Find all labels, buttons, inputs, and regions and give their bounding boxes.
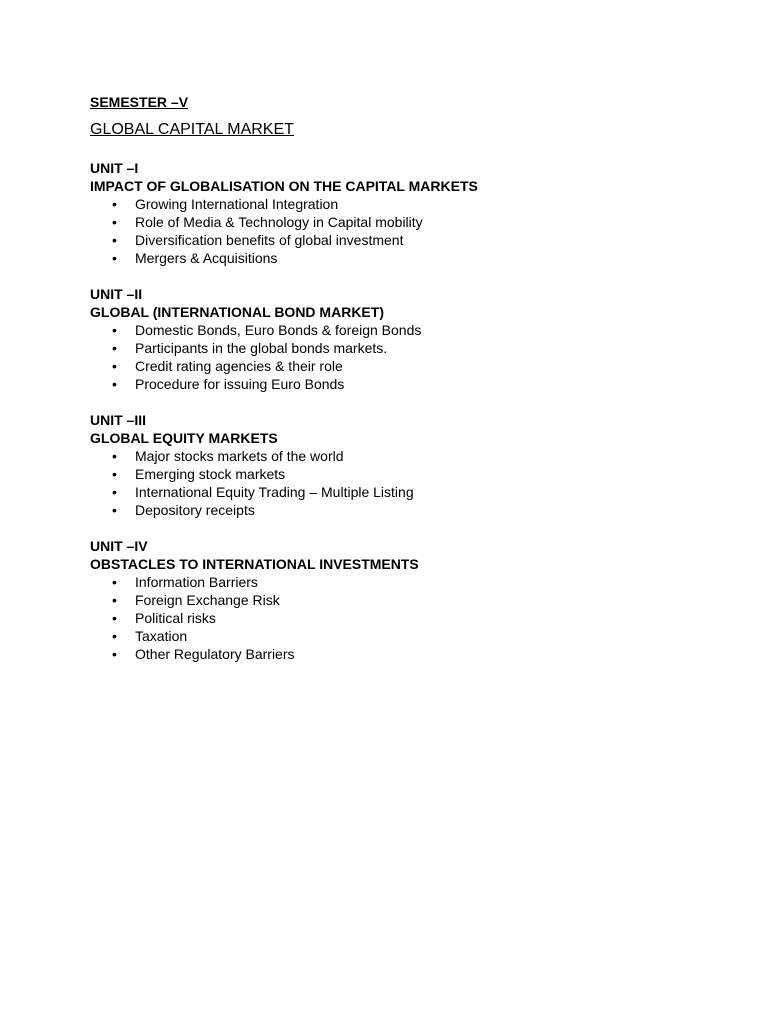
topic-item xyxy=(90,627,690,645)
topic-item xyxy=(90,591,690,609)
topic-text: Participants in the global bonds markets. xyxy=(135,340,388,356)
bullet-icon: • xyxy=(112,340,117,356)
bullet-icon: • xyxy=(112,376,117,392)
unit-label: UNIT –I xyxy=(90,160,139,176)
unit-label: UNIT –II xyxy=(90,286,143,302)
syllabus-content xyxy=(90,93,690,663)
topic-item xyxy=(90,609,690,627)
unit-label: UNIT –III xyxy=(90,412,147,428)
topic-item xyxy=(90,213,690,231)
bullet-icon: • xyxy=(112,592,117,608)
topic-item xyxy=(90,321,690,339)
bullet-icon: • xyxy=(112,358,117,374)
bullet-icon: • xyxy=(112,574,117,590)
bullet-icon: • xyxy=(112,232,117,248)
unit-heading: GLOBAL (INTERNATIONAL BOND MARKET) xyxy=(90,304,384,320)
unit-label: UNIT –IV xyxy=(90,538,148,554)
topic-item xyxy=(90,357,690,375)
unit-3 xyxy=(90,411,690,519)
unit-heading: OBSTACLES TO INTERNATIONAL INVESTMENTS xyxy=(90,556,419,572)
topic-text: Credit rating agencies & their role xyxy=(135,358,343,374)
topic-item xyxy=(90,231,690,249)
topic-item xyxy=(90,447,690,465)
bullet-icon: • xyxy=(112,322,117,338)
unit-4 xyxy=(90,537,690,663)
bullet-icon: • xyxy=(112,610,117,626)
unit-heading: IMPACT OF GLOBALISATION ON THE CAPITAL MARKETS xyxy=(90,178,478,194)
bullet-icon: • xyxy=(112,484,117,500)
topic-text: Emerging stock markets xyxy=(135,466,286,482)
topic-item xyxy=(90,645,690,663)
topic-list xyxy=(90,195,690,267)
topic-text: Growing International Integration xyxy=(135,196,339,212)
topic-item xyxy=(90,195,690,213)
topic-item xyxy=(90,339,690,357)
bullet-icon: • xyxy=(112,466,117,482)
topic-text: Major stocks markets of the world xyxy=(135,448,344,464)
topic-text: Domestic Bonds, Euro Bonds & foreign Bonds xyxy=(135,322,422,338)
topic-item xyxy=(90,501,690,519)
topic-item xyxy=(90,249,690,267)
bullet-icon: • xyxy=(112,628,117,644)
bullet-icon: • xyxy=(112,448,117,464)
bullet-icon: • xyxy=(112,250,117,266)
topic-list xyxy=(90,573,690,663)
topic-item xyxy=(90,573,690,591)
bullet-icon: • xyxy=(112,646,117,662)
topic-item xyxy=(90,483,690,501)
unit-1 xyxy=(90,159,690,267)
topic-text: Taxation xyxy=(135,628,188,644)
topic-item xyxy=(90,375,690,393)
topic-item xyxy=(90,465,690,483)
topic-text: Other Regulatory Barriers xyxy=(135,646,295,662)
topic-text: Diversification benefits of global investment xyxy=(135,232,404,248)
unit-heading: GLOBAL EQUITY MARKETS xyxy=(90,430,278,446)
bullet-icon: • xyxy=(112,502,117,518)
topic-text: Role of Media & Technology in Capital mobility xyxy=(135,214,423,230)
topic-text: Mergers & Acquisitions xyxy=(135,250,278,266)
topic-text: Depository receipts xyxy=(135,502,255,518)
topic-text: Foreign Exchange Risk xyxy=(135,592,280,608)
unit-2 xyxy=(90,285,690,393)
topic-text: International Equity Trading – Multiple Listing xyxy=(135,484,414,500)
topic-text: Political risks xyxy=(135,610,216,626)
topic-list xyxy=(90,321,690,393)
bullet-icon: • xyxy=(112,196,117,212)
course-title: GLOBAL CAPITAL MARKET xyxy=(90,121,294,138)
topic-text: Information Barriers xyxy=(135,574,258,590)
bullet-icon: • xyxy=(112,214,117,230)
topic-list xyxy=(90,447,690,519)
topic-text: Procedure for issuing Euro Bonds xyxy=(135,376,345,392)
semester-heading: SEMESTER –V xyxy=(90,94,189,110)
